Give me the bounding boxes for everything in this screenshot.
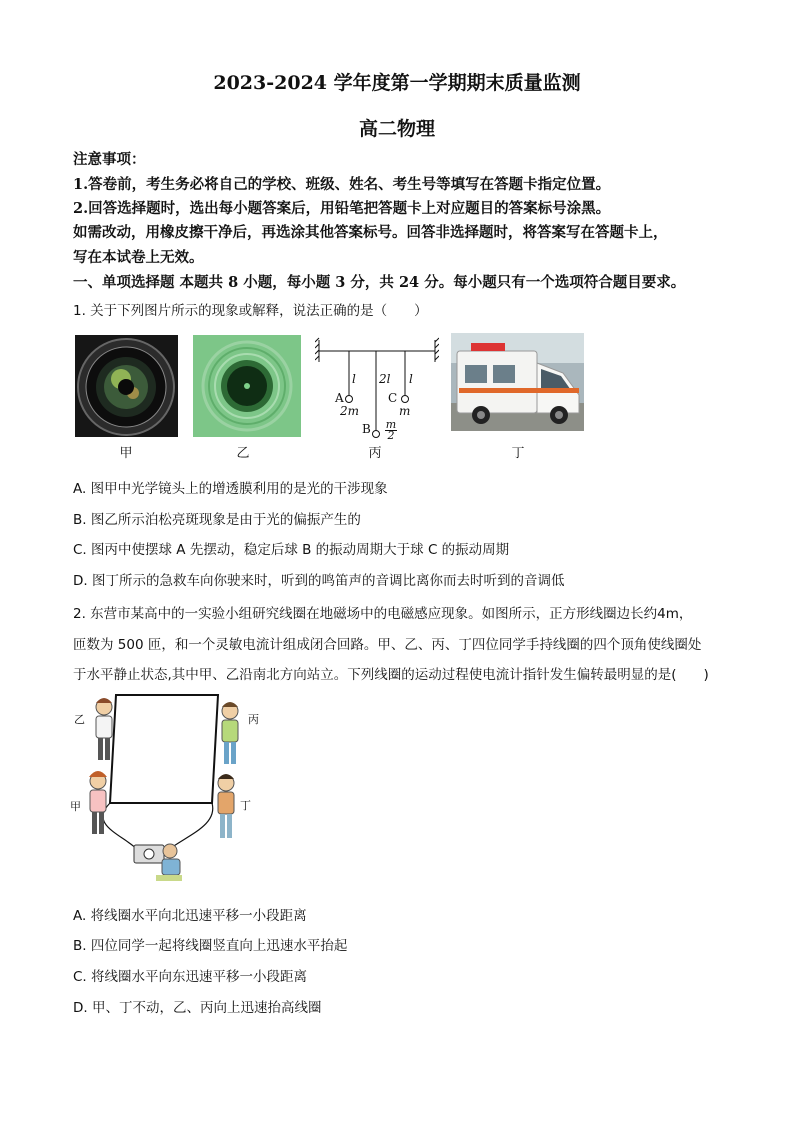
page-subtitle: 高二物理 [358,118,435,140]
q1-option-a: A. 图甲中光学镜头上的增透膜利用的是光的干涉现象 [73,481,388,497]
fig-caption-jia: 甲 [119,446,133,461]
pendulum-length-c: l [409,372,413,386]
person-label-jia: 甲 [70,800,81,813]
pendulum-length-a: l [352,372,356,386]
pendulum-mass-b-numerator: m [385,418,397,431]
fig-caption-yi: 乙 [236,446,250,461]
q2-option-a: A. 将线圈水平向北迅速平移一小段距离 [73,908,307,924]
fig-caption-bing: 丙 [368,446,382,461]
coil-diagram [68,685,268,895]
notes-line-1: 1.答卷前，考生务必将自己的学校、班级、姓名、考生号等填写在答题卡指定位置。 [73,176,611,193]
page-title: 2023-2024 学年度第一学期期末质量监测 [213,72,581,94]
pendulum-mass-b [385,420,397,441]
pendulum-label-a: A [335,391,344,405]
q1-stem: 1. 关于下列图片所示的现象或解释，说法正确的是（ ） [73,303,428,319]
q2-stem-line-2: 匝数为 500 匝，和一个灵敏电流计组成闭合回路。甲、乙、丙、丁四位同学手持线圈的四个顶角使线圈处 [73,637,702,653]
q1-option-d: D. 图丁所示的急救车向你驶来时，听到的鸣笛声的音调比离你而去时听到的音调低 [73,573,565,589]
q1-option-c: C. 图丙中使摆球 A 先摆动，稳定后球 B 的振动周期大于球 C 的振动周期 [73,542,510,558]
camera-lens-photo [75,335,178,437]
pendulum-diagram [315,336,439,442]
q1-option-b: B. 图乙所示泊松亮斑现象是由于光的偏振产生的 [73,512,361,528]
notes-line-4: 写在本试卷上无效。 [73,249,204,266]
notes-heading: 注意事项： [73,151,146,168]
person-label-yi: 乙 [74,713,85,726]
q2-option-c: C. 将线圈水平向东迅速平移一小段距离 [73,969,308,985]
pendulum-label-c: C [388,391,398,405]
pendulum-mass-c: m [399,404,411,418]
pendulum-mass-a: 2m [340,404,360,418]
poisson-spot-photo [193,335,301,437]
person-label-ding: 丁 [240,799,251,812]
pendulum-mass-b-denominator: 2 [387,429,395,442]
q2-option-d: D. 甲、丁不动，乙、丙向上迅速抬高线圈 [73,1000,322,1016]
q2-stem-line-3: 于水平静止状态,其中甲、乙沿南北方向站立。下列线圈的运动过程使电流计指针发生偏转最明显的是( ) [73,667,709,683]
pendulum-label-b: B [362,422,371,436]
q2-option-b: B. 四位同学一起将线圈竖直向上迅速水平抬起 [73,938,348,954]
ambulance-photo [451,333,584,431]
q2-stem-line-1: 2. 东营市某高中的一实验小组研究线圈在地磁场中的电磁感应现象。如图所示，正方形线圈边长约4m， [73,606,693,622]
section-1-heading: 一、单项选择题 本题共 8 小题，每小题 3 分，共 24 分。每小题只有一个选项符合题目要求。 [73,274,686,291]
fig-caption-ding: 丁 [511,446,525,461]
notes-line-2: 2.回答选择题时，选出每小题答案后，用铅笔把答题卡上对应题目的答案标号涂黑。 [73,200,611,217]
person-label-bing: 丙 [248,713,259,726]
notes-line-3: 如需改动，用橡皮擦干净后，再选涂其他答案标号。回答非选择题时，将答案写在答题卡上， [73,224,668,241]
pendulum-length-b: 2l [379,372,391,386]
